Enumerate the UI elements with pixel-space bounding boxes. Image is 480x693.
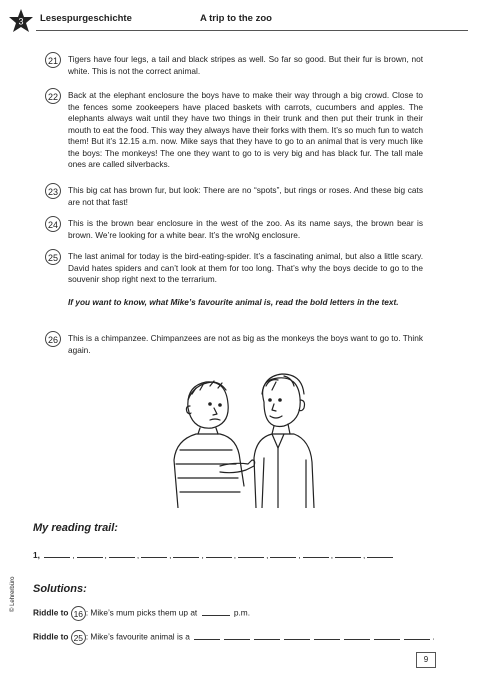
riddle-label: Riddle to <box>33 607 69 618</box>
paragraph-number: 26 <box>45 331 61 347</box>
paragraph-number: 25 <box>45 249 61 265</box>
riddle-16 <box>33 606 250 621</box>
copyright: © Lehrerbüro <box>10 576 16 612</box>
riddle-end: p.m. <box>233 607 251 618</box>
riddle-25 <box>33 630 435 645</box>
riddle-number: 25 <box>71 630 86 645</box>
paragraph-number: 24 <box>45 216 61 232</box>
riddle-end: . <box>432 631 435 642</box>
star-icon <box>8 8 34 34</box>
header-title: Lesespurgeschichte <box>40 13 132 24</box>
riddle-number: 16 <box>71 606 86 621</box>
paragraph-number: 22 <box>45 88 61 104</box>
riddle-text: : Mike’s favourite animal is a <box>85 631 190 642</box>
page-number: 9 <box>416 652 436 668</box>
boys-illustration <box>160 368 320 508</box>
paragraph-number: 23 <box>45 183 61 199</box>
paragraph-number: 21 <box>45 52 61 68</box>
hint-text: If you want to know, what Mike’s favourite animal is, read the bold letters in the text. <box>68 297 399 307</box>
trail-blanks[interactable]: , , , , , , , , , , <box>42 550 395 560</box>
paragraph-26: This is a chimpanzee. Chimpanzees are not as big as the monkeys the boys want to go to. Think again. <box>68 333 423 355</box>
trail-start: 1, <box>33 550 40 560</box>
paragraph-24: This is the brown bear enclosure in the west of the zoo. As its name says, the brown bear is brown. We’re looking for a white bear. It’s the wroNg enclosure. <box>68 218 423 240</box>
header <box>8 8 468 34</box>
reading-trail <box>33 549 395 560</box>
header-subtitle: A trip to the zoo <box>200 13 272 24</box>
paragraph-25: The last animal for today is the bird-eating-spider. It’s a fascinating animal, but also a little scary. David hates spiders and can’t look at them for too long. That’s why the boys decide to go to the souvenir shop right next to the terrarium. <box>68 251 423 284</box>
answer-blanks[interactable] <box>192 631 435 642</box>
riddle-label: Riddle to <box>33 631 69 642</box>
reading-trail-title: My reading trail: <box>33 522 118 534</box>
paragraph-21: Tigers have four legs, a tail and black stripes as well. So far so good. But their fur is brown, not white. This is not the correct animal. <box>68 54 423 76</box>
paragraph-22: Back at the elephant enclosure the boys have to make their way through a big crowd. Close to the fences some zookeepers have placed baskets with carrots, cucumbers and apples. The elephants always wait until they have two things in their trunk and then put their trunk in their mouth to eat the food. This way they always have their forks with them. It’s so much fun to watch them! But it’s 12.15 a.m. now. Mike says that they have to go to an animal that is very much like the boys: The monkeys! The one they want to go to is very big and has black fur. The tall male ones are called silverbacks. <box>68 90 423 169</box>
answer-blank[interactable] <box>202 607 230 616</box>
solutions-title: Solutions: <box>33 583 87 595</box>
header-rule <box>36 30 468 31</box>
star-badge-number: 3 <box>18 16 24 27</box>
riddle-text: : Mike’s mum picks them up at <box>85 607 198 618</box>
paragraph-23: This big cat has brown fur, but look: There are no “spots”, but rings or roses. And these big cats are not that fast! <box>68 185 423 207</box>
